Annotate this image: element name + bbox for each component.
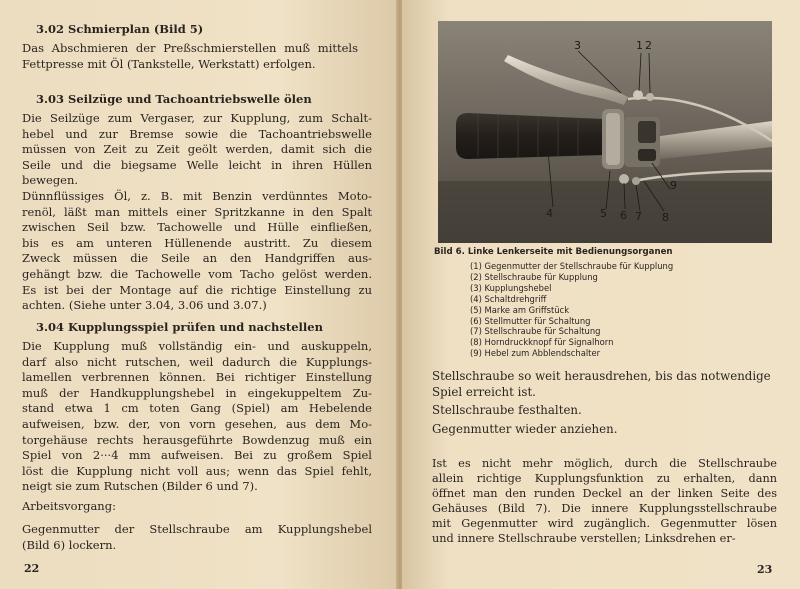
- callout-9: 9: [670, 179, 677, 192]
- section-304-heading: 3.04 Kupplungsspiel prüfen und nachstellen: [36, 320, 323, 334]
- legend-item: (7) Stellschraube für Schaltung: [470, 326, 601, 337]
- paragraph: [432, 457, 777, 546]
- section-303-body: [22, 111, 372, 314]
- legend-item: (5) Marke am Griffstück: [470, 304, 570, 315]
- callout-8: 8: [662, 211, 669, 224]
- page-number-left: 22: [24, 562, 40, 575]
- step-line: Spiel erreicht ist.: [432, 384, 536, 399]
- callout-2: 2: [645, 39, 652, 52]
- legend-item: (2) Stellschraube für Kupplung: [470, 271, 598, 282]
- section-302-heading: 3.02 Schmierplan (Bild 5): [36, 22, 204, 36]
- step-line: Stellschraube festhalten.: [432, 403, 582, 417]
- handlebar-photo: [438, 21, 772, 243]
- handlebar-illustration: [438, 21, 772, 243]
- step-line: Stellschraube so weit herausdrehen, bis das notwendige: [432, 369, 771, 383]
- callout-3: 3: [574, 39, 581, 52]
- text-line: neigt sie zum Rutschen (Bilder 6 und 7).: [22, 479, 258, 494]
- text-line: allein richtige Kupplungsfunktion zu erhalten, dann: [432, 471, 777, 485]
- text-line: Dünnflüssiges Öl, z. B. mit Benzin verdünntes Moto-: [22, 188, 372, 203]
- text-line: achten. (Siehe unter 3.04, 3.06 und 3.07.): [22, 298, 267, 313]
- text-line: Fettpresse mit Öl (Tankstelle, Werkstatt) erfolgen.: [22, 56, 316, 71]
- callout-6: 6: [620, 209, 627, 222]
- legend-item: (8) Horndruckknopf für Signalhorn: [470, 337, 614, 348]
- legend-item: (9) Hebel zum Abblendschalter: [470, 348, 601, 359]
- text-line: gehängt bzw. die Tachowelle vom Tacho gelöst werden.: [22, 266, 372, 281]
- section-303-heading: 3.03 Seilzüge und Tachoantriebswelle ölen: [36, 92, 312, 106]
- text-line: Das Abschmieren der Preßschmierstellen muß mittels: [22, 41, 358, 55]
- text-line: Gehäuses (Bild 7). Die innere Kupplungsstellschraube: [432, 501, 777, 515]
- text-line: muß der Handkupplungshebel in eingekuppeltem Zu-: [22, 385, 372, 400]
- section-304-body: [22, 339, 372, 495]
- text-line: (Bild 6) lockern.: [22, 537, 117, 552]
- text-line: hebel und zur Bremse sowie die Tachoantriebswelle: [22, 126, 372, 141]
- text-line: lamellen verbrennen können. Bei richtiger Einstellung: [22, 370, 372, 385]
- legend-item: (3) Kupplungshebel: [470, 282, 552, 293]
- section-302-body: [22, 41, 358, 72]
- legend-item: (1) Gegenmutter der Stellschraube für Kupplung: [470, 261, 674, 271]
- text-line: mit Gegenmutter wird zugänglich. Gegenmutter lösen: [432, 516, 777, 530]
- procedure-label: Arbeitsvorgang:: [22, 499, 116, 513]
- left-page: [0, 0, 398, 589]
- callout-5: 5: [600, 207, 607, 220]
- text-line: öffnet man den runden Deckel an der linken Seite des: [432, 486, 777, 500]
- legend-item: (4) Schaltdrehgriff: [470, 293, 547, 304]
- text-line: Spiel von 2···4 mm aufweisen. Bei zu großem Spiel: [22, 448, 372, 463]
- text-line: zwischen Seil bzw. Tachowelle und Hülle einfließen,: [22, 220, 372, 235]
- step-line: Gegenmutter wieder anziehen.: [432, 421, 618, 436]
- text-line: Gegenmutter der Stellschraube am Kupplungshebel: [22, 522, 372, 536]
- text-line: Zweck müssen die Seile an den Handgriffen aus-: [22, 251, 372, 266]
- procedure-body: [22, 522, 372, 553]
- text-line: Die Kupplung muß vollständig ein- und auskuppeln,: [22, 339, 372, 353]
- callout-7: 7: [635, 210, 642, 223]
- text-line: bis es am unteren Hüllenende austritt. Zu diesem: [22, 235, 372, 250]
- text-line: Ist es nicht mehr möglich, durch die Stellschraube: [432, 457, 777, 470]
- callout-1: 1: [636, 39, 643, 52]
- procedure-steps: [432, 369, 784, 437]
- figure-caption: Bild 6. Linke Lenkerseite mit Bedienungsorganen: [434, 247, 673, 257]
- text-line: bewegen.: [22, 173, 79, 188]
- page-number-right: 23: [757, 563, 773, 576]
- text-line: aufweisen, bzw. der, von vorn gesehen, aus dem Mo-: [22, 416, 372, 431]
- text-line: und innere Stellschraube verstellen; Linksdrehen er-: [432, 531, 736, 545]
- text-line: torgehäuse rechts herausgeführte Bowdenzug muß ein: [22, 432, 372, 447]
- text-line: Seile und die biegsame Welle leicht in ihren Hüllen: [22, 157, 372, 172]
- text-line: löst die Kupplung nicht voll aus; wenn das Spiel fehlt,: [22, 463, 372, 478]
- text-line: Es ist bei der Montage auf die richtige Einstellung zu: [22, 282, 372, 297]
- text-line: darf also nicht rutschen, weil dadurch die Kupplungs-: [22, 354, 372, 369]
- callout-4: 4: [546, 207, 553, 220]
- text-line: müssen von Zeit zu Zeit geölt werden, damit sich die: [22, 142, 372, 157]
- right-page: [402, 0, 800, 589]
- text-line: Die Seilzüge zum Vergaser, zur Kupplung, zum Schalt-: [22, 111, 372, 125]
- text-line: renöl, läßt man mittels einer Spritzkanne in den Spalt: [22, 204, 372, 219]
- figure-legend: [470, 261, 673, 359]
- legend-item: (6) Stellmutter für Schaltung: [470, 315, 591, 326]
- text-line: stand etwa 1 cm toten Gang (Spiel) am Hebelende: [22, 401, 372, 416]
